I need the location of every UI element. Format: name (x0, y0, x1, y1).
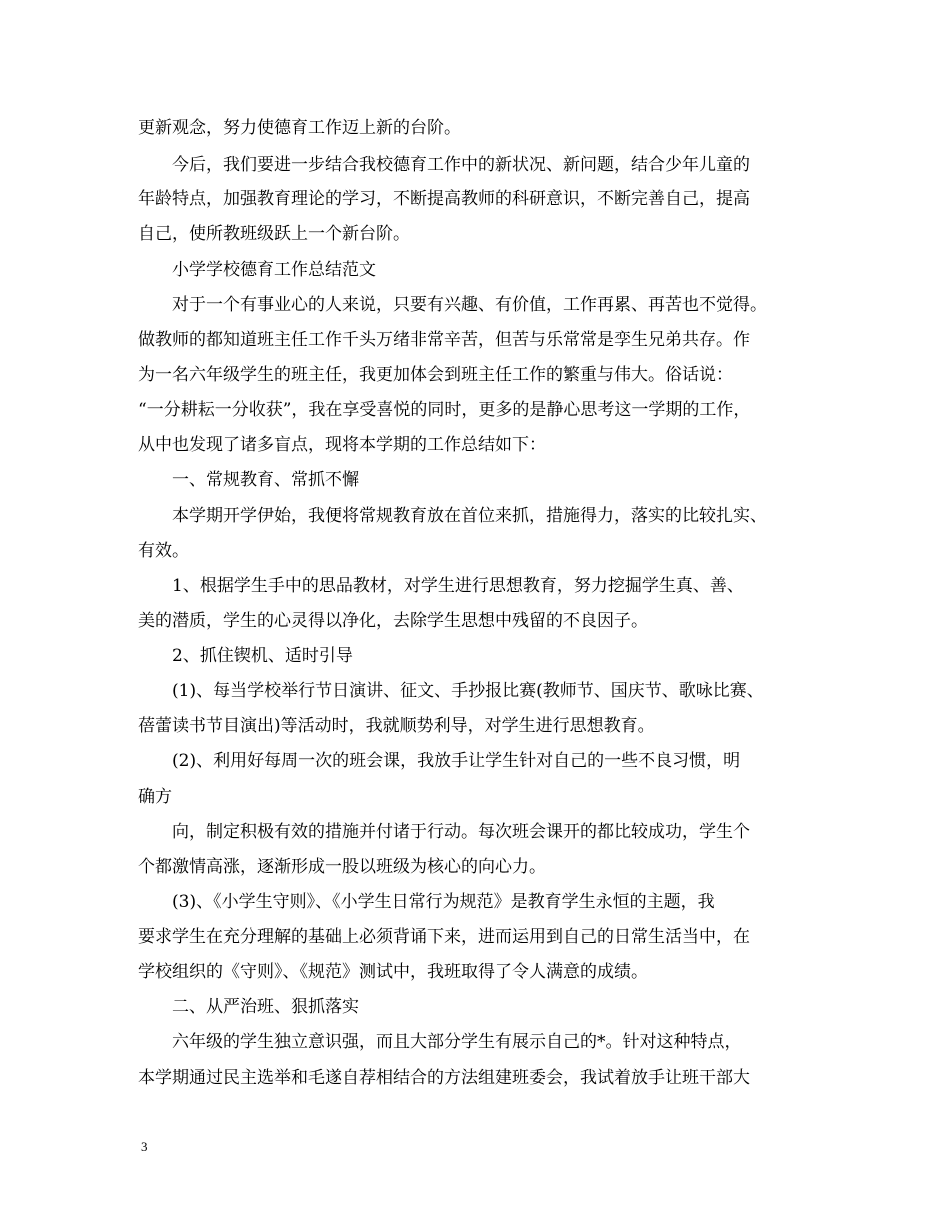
subsection-heading: 2、抓住锲机、适时引导 (172, 646, 353, 666)
text-line: 有效。 (138, 541, 189, 561)
text-line: 要求学生在充分理解的基础上必须背诵下来，进而运用到自己的日常生活当中，在 (138, 927, 750, 947)
text-line: 年龄特点，加强教育理论的学习，不断提高教师的科研意识，不断完善自己，提高 (138, 189, 750, 209)
text-line: 对于一个有事业心的人来说，只要有兴趣、有价值，工作再累、再苦也不觉得。 (172, 295, 767, 315)
text-line: 更新观念，努力使德育工作迈上新的台阶。 (138, 118, 461, 138)
text-line: (3)、《小学生守则》、《小学生日常行为规范》是教育学生永恒的主题，我 (172, 892, 715, 912)
text-line: 个都激情高涨，逐渐形成一股以班级为核心的向心力。 (138, 857, 546, 877)
page-number: 3 (141, 1139, 148, 1154)
text-line: “一分耕耘一分收获”，我在享受喜悦的同时，更多的是静心思考这一学期的工作， (138, 400, 751, 420)
section-heading: 二、从严治班、狠抓落实 (172, 997, 359, 1017)
text-line: (1)、每当学校举行节日演讲、征文、手抄报比赛(教师节、国庆节、歌咏比赛、 (172, 681, 764, 701)
text-line: 本学期开学伊始，我便将常规教育放在首位来抓，措施得力，落实的比较扎实、 (172, 506, 767, 526)
section-title: 小学学校德育工作总结范文 (172, 260, 376, 280)
text-line: 向，制定积极有效的措施并付诸于行动。每次班会课开的都比较成功，学生个 (172, 822, 750, 842)
text-line: 做教师的都知道班主任工作千头万绪非常辛苦，但苦与乐常常是孪生兄弟共存。作 (138, 330, 750, 350)
text-line: 学校组织的《守则》、《规范》测试中，我班取得了令人满意的成绩。 (138, 962, 648, 982)
text-line: 为一名六年级学生的班主任，我更加体会到班主任工作的繁重与伟大。俗话说： (138, 365, 733, 385)
text-line: (2)、利用好每周一次的班会课，我放手让学生针对自己的一些不良习惯，明 (172, 751, 741, 771)
text-line: 1、根据学生手中的思品教材，对学生进行思想教育，努力挖掘学生真、善、 (172, 576, 744, 596)
text-line: 今后，我们要进一步结合我校德育工作中的新状况、新问题，结合少年儿童的 (172, 155, 750, 175)
text-line: 本学期通过民主选举和毛遂自荐相结合的方法组建班委会，我试着放手让班干部大 (138, 1068, 750, 1088)
text-line: 确方 (138, 787, 172, 807)
text-line: 六年级的学生独立意识强，而且大部分学生有展示自己的*。针对这种特点， (172, 1032, 742, 1052)
text-line: 蓓蕾读书节目演出)等活动时，我就顺势利导，对学生进行思想教育。 (138, 716, 655, 736)
text-line: 从中也发现了诸多盲点，现将本学期的工作总结如下： (138, 435, 546, 455)
text-line: 自己，使所教班级跃上一个新台阶。 (138, 224, 410, 244)
section-heading: 一、常规教育、常抓不懈 (172, 470, 359, 490)
text-line: 美的潜质，学生的心灵得以净化，去除学生思想中残留的不良因子。 (138, 611, 648, 631)
